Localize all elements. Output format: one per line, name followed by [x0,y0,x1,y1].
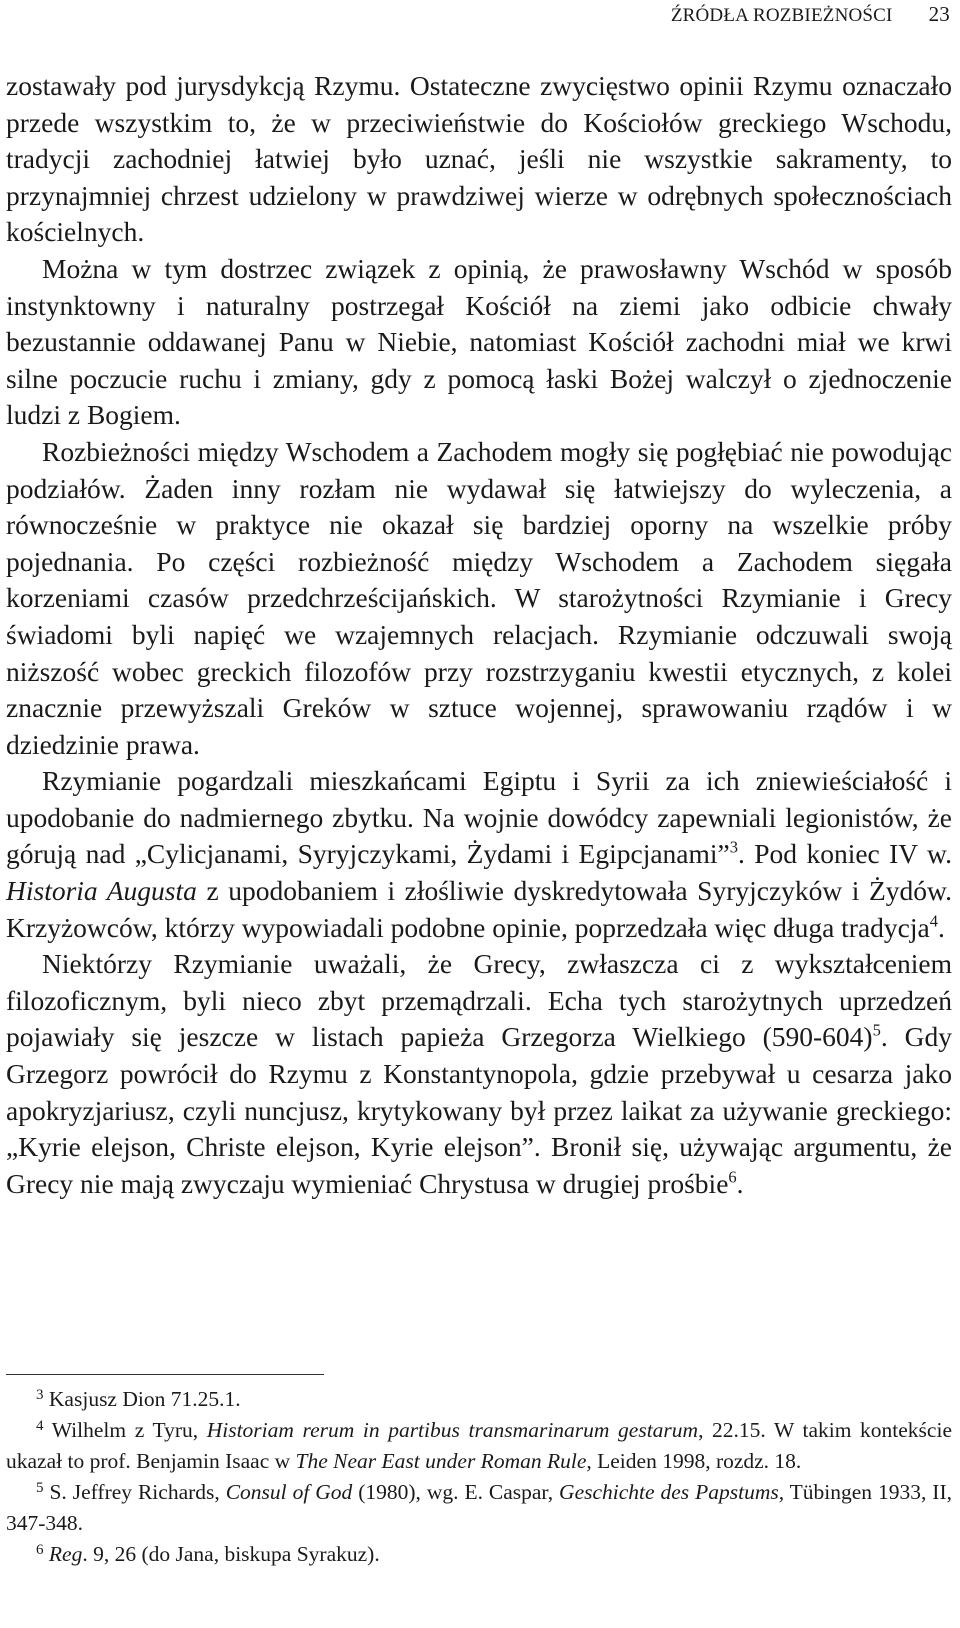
footnote-4-number: 4 [36,1418,44,1435]
paragraph-4-text-a: Rzymianie pogardzali mieszkańcami Egiptu i Syrii za ich zniewieściałość i upodobanie do nadmiernego zbytku. Na wojnie dowódcy zapewniali legionistów, że górują nad „Cylicjanami, Syryjczykami, Żydami i Egipcjanami” [6,765,952,870]
footnote-divider [6,1374,324,1375]
running-title: ŹRÓDŁA ROZBIEŻNOŚCI [670,5,893,26]
paragraph-1: zostawały pod jurysdykcją Rzymu. Ostateczne zwycięstwo opinii Rzymu oznaczało przede wszystkim to, że w przeciwieństwie do Kościołów greckiego Wschodu, tradycji zachodniej łatwiej było uznać, jeśli nie wszystkie sakramenty, to przynajmniej chrzest udzielony w prawdziwej wierze w odrębnych społecznościach kościelnych. [6,70,952,248]
paragraph-3: Rozbieżności między Wschodem a Zachodem mogły się pogłębiać nie powodując podziałów. Żaden inny rozłam nie wydawał się łatwiejszy do wyleczenia, a równocześnie w praktyce nie okazał się bardziej oporny na wszelkie próby pojednania. Po części rozbieżność między Wschodem a Zachodem sięgała korzeniami czasów przedchrześcijańskich. W starożytności Rzymianie i Grecy świadomi byli napięć we wzajemnych relacjach. Rzymianie odczuwali swoją niższość wobec greckich filozofów przy rozstrzyganiu kwestii etycznych, z kolei znacznie przewyższali Greków w sztuce wojennej, sprawowaniu rządów i w dziedzinie prawa. [6,435,952,760]
footnote-5-title-2: Geschichte des Papstums, [559,1480,785,1504]
paragraph-5-text-c: . [736,1167,744,1199]
footnote-3 [6,1384,952,1415]
paragraph-5-text-b: . Gdy Grzegorz powrócił do Rzymu z Konstantynopola, gdzie przebywał u cesarza jako apokryzjariusz, czyli nuncjusz, krytykowany był przez laikat za używanie greckiego: „Kyrie elejson, Christe elejson, Kyrie elejson”. Bronił się, używając argumentu, że Grecy nie mają zwyczaju wymieniać Chrystusa w drugiej prośbie [6,1021,952,1199]
footnote-5-number: 5 [36,1480,44,1497]
footnote-ref-6: 6 [728,1167,737,1187]
footnote-6-text: . 9, 26 (do Jana, biskupa Syrakuz). [82,1542,380,1566]
paragraph-4-text-b: . Pod koniec IV w. [738,838,952,870]
main-text [6,68,952,1202]
footnote-5 [6,1477,952,1539]
title-historia-augusta: Historia Augusta [6,875,197,907]
footnote-5-text-b: (1980), wg. E. Caspar, [352,1480,560,1504]
footnote-4-text-b: , 22.15. W takim kontekście ukazał to prof. Benjamin Isaac w [6,1418,952,1473]
footnote-4-text-c: Leiden 1998, rozdz. 18. [591,1449,802,1473]
footnote-5-text-a: S. Jeffrey Richards, [43,1480,226,1504]
footnote-ref-5: 5 [872,1020,881,1040]
footnote-ref-4: 4 [929,910,938,930]
footnote-4-title-2: The Near East under Roman Rule, [295,1449,592,1473]
running-header [671,2,950,28]
footnote-ref-3: 3 [729,837,738,857]
footnote-4 [6,1415,952,1477]
footnote-3-text: Kasjusz Dion 71.25.1. [43,1387,241,1411]
paragraph-5-text-a: Niektórzy Rzymianie uważali, że Grecy, zwłaszcza ci z wykształceniem filozoficznym, byli nieco zbyt przemądrzali. Echa tych starożytnych uprzedzeń pojawiały się jeszcze w listach papieża Grzegorza Wielkiego (590-604) [6,948,952,1053]
footnote-4-title-1: Historiam rerum in partibus transmarinarum gestarum [206,1418,699,1442]
footnote-5-text-c: Tübingen 1933, II, 347-348. [6,1480,952,1535]
paragraph-5 [6,946,952,1202]
footnote-6 [6,1539,952,1570]
footnote-4-text-a: Wilhelm z Tyru, [43,1418,207,1442]
footnote-5-title-1: Consul of God [225,1480,353,1504]
paragraph-2: Można w tym dostrzec związek z opinią, że prawosławny Wschód w sposób instynktowny i naturalny postrzegał Kościół na ziemi jako odbicie chwały bezustannie oddawanej Panu w Niebie, natomiast Kościół zachodni miał we krwi silne poczucie ruchu i zmiany, gdy z pomocą łaski Bożej walczył o zjednoczenie ludzi z Bogiem. [6,252,952,431]
page-number: 23 [928,2,950,26]
footnote-6-title: Reg [43,1542,83,1566]
footnotes [6,1384,952,1570]
paragraph-4 [6,763,952,946]
paragraph-4-text-d: . [937,911,945,943]
paragraph-4-text-c: z upodobaniem i złośliwie dyskredytowała Syryjczyków i Żydów. Krzyżowców, którzy wypowiadali podobne opinie, poprzedzała więc długa tradycja [6,875,952,943]
footnote-3-number: 3 [36,1387,44,1404]
footnote-6-number: 6 [36,1542,44,1559]
